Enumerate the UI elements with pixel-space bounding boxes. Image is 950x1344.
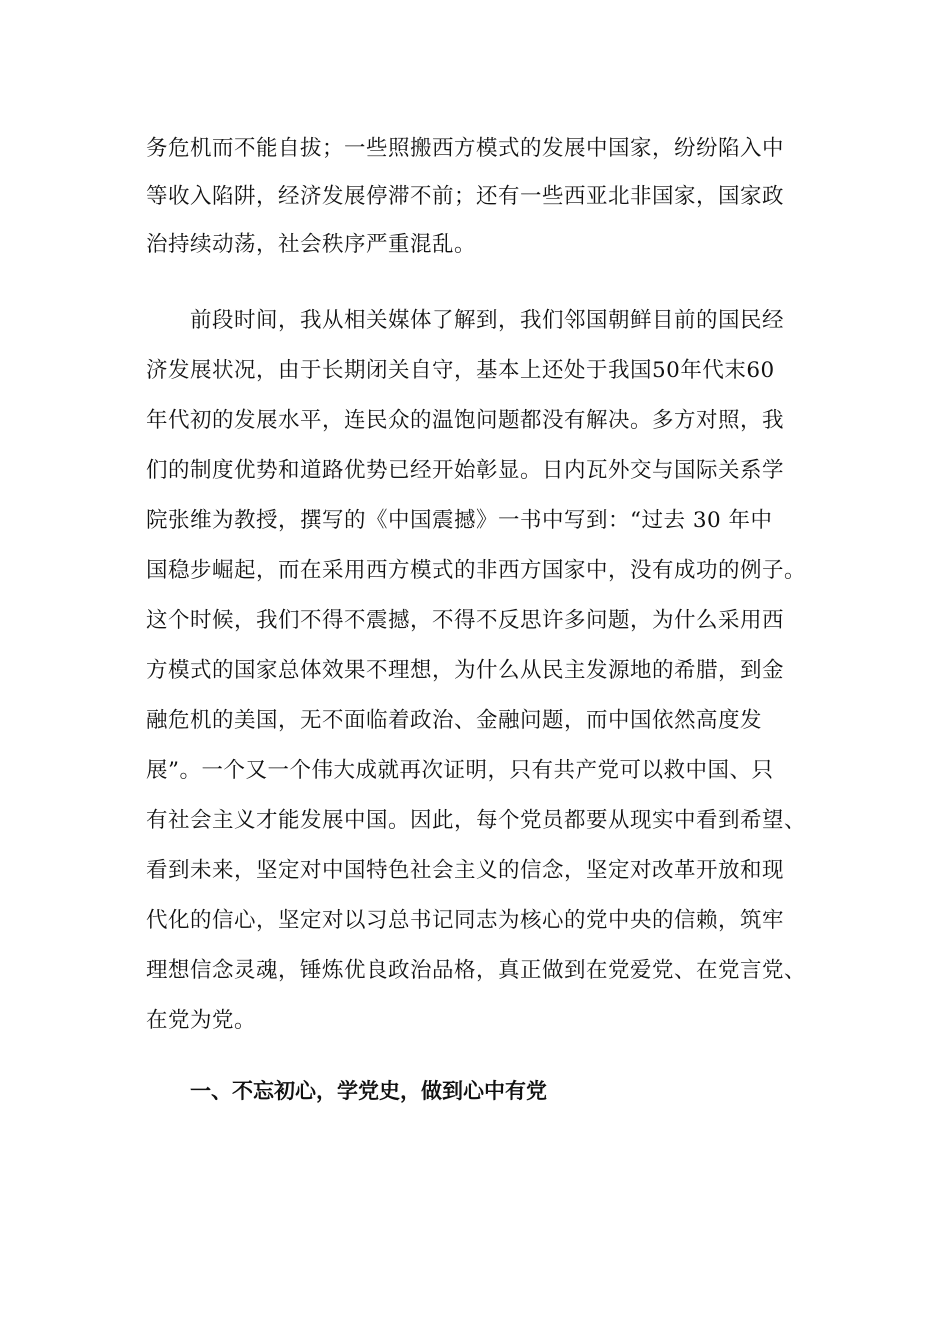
text-line: 国稳步崛起，而在采用西方模式的非西方国家中，没有成功的例子。 [146, 558, 807, 583]
text-line: 理想信念灵魂，锤炼优良政治品格，真正做到在党爱党、在党言党、 [146, 958, 807, 983]
text-line: 济发展状况，由于长期闭关自守，基本上还处于我国50年代末60 [146, 358, 775, 383]
text-line: 有社会主义才能发展中国。因此，每个党员都要从现实中看到希望、 [146, 808, 807, 833]
text-line: 院张维为教授，撰写的《中国震撼》一书中写到：“过去 30 年中 [146, 508, 773, 533]
section-heading: 一、不忘初心，学党史，做到心中有党 [190, 1079, 547, 1103]
text-line: 看到未来，坚定对中国特色社会主义的信念，坚定对改革开放和现 [146, 858, 785, 883]
text-line: 前段时间，我从相关媒体了解到，我们邻国朝鲜目前的国民经 [190, 308, 785, 333]
text-line: 等收入陷阱，经济发展停滞不前；还有一些西亚北非国家，国家政 [146, 184, 785, 209]
text-line: 治持续动荡，社会秩序严重混乱。 [146, 232, 477, 257]
text-line: 展”。一个又一个伟大成就再次证明，只有共产党可以救中国、只 [146, 758, 774, 783]
text-line: 代化的信心，坚定对以习总书记同志为核心的党中央的信赖，筑牢 [146, 908, 785, 933]
text-line: 融危机的美国，无不面临着政治、金融问题，而中国依然高度发 [146, 708, 763, 733]
text-line: 在党为党。 [146, 1008, 257, 1033]
text-line: 们的制度优势和道路优势已经开始彰显。日内瓦外交与国际关系学 [146, 458, 785, 483]
text-line: 方模式的国家总体效果不理想，为什么从民主发源地的希腊，到金 [146, 658, 785, 683]
text-line: 务危机而不能自拔；一些照搬西方模式的发展中国家，纷纷陷入中 [146, 136, 785, 161]
text-line: 这个时候，我们不得不震撼，不得不反思许多问题，为什么采用西 [146, 608, 785, 633]
text-line: 年代初的发展水平，连民众的温饱问题都没有解决。多方对照，我 [146, 408, 785, 433]
